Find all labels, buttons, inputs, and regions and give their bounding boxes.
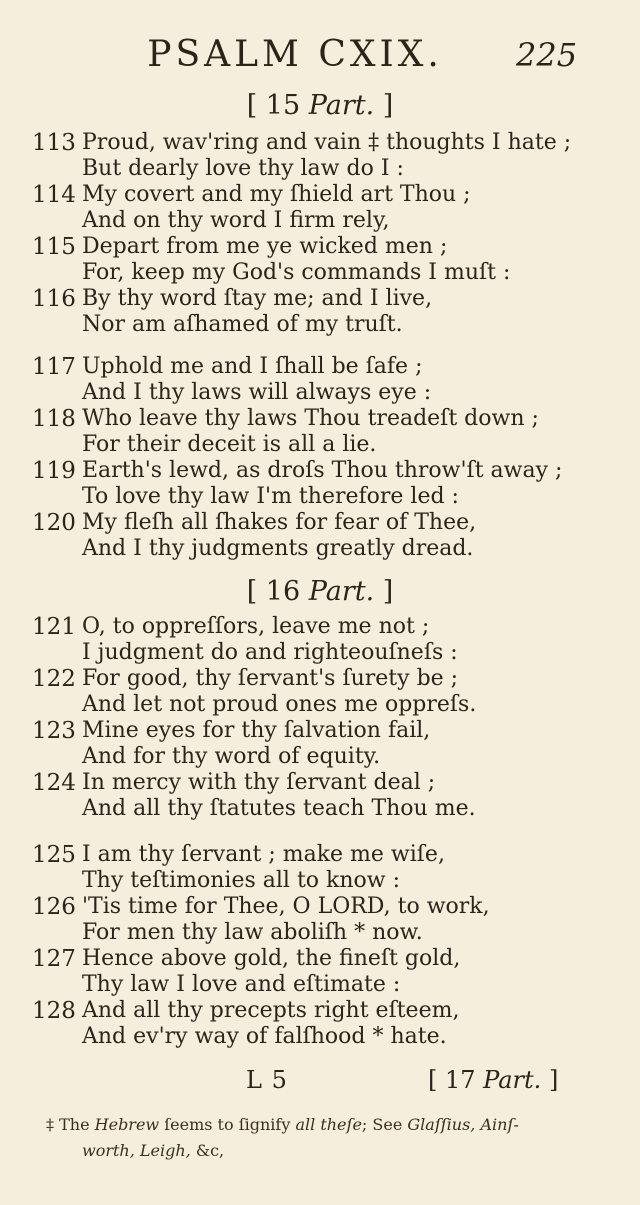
part-heading-close: ]: [382, 576, 394, 607]
verse-number: 127: [32, 946, 76, 972]
verse-line-2: And I thy laws will always eye :: [82, 380, 432, 405]
verse-119: [0, 458, 640, 510]
footnote-mark: ‡: [46, 1115, 54, 1134]
verse-line-2: Nor am aſhamed of my truſt.: [82, 312, 403, 337]
verse-number: 123: [32, 718, 76, 744]
verse-line-2: And on thy word I firm rely,: [82, 208, 390, 233]
catchword: [428, 1066, 558, 1094]
part-heading-16: [0, 576, 640, 607]
verse-number: 119: [32, 458, 76, 484]
verse-116: [0, 286, 640, 338]
verse-line-1: Who leave thy laws Thou treadeſt down ;: [82, 406, 539, 431]
verse-line-2: But dearly love thy law do I :: [82, 156, 404, 181]
stanza-4: [0, 842, 640, 1050]
page-number: 225: [516, 36, 578, 74]
footnote-italic-text: Glaſſius, Ainſ-: [407, 1115, 519, 1134]
verse-line-1: And all thy precepts right eſteem,: [82, 998, 460, 1023]
verse-number: 128: [32, 998, 76, 1024]
verse-121: [0, 614, 640, 666]
verse-line-1: 'Tis time for Thee, O LORD, to work,: [82, 894, 490, 919]
verse-line-1: For good, thy ſervant's ſurety be ;: [82, 666, 459, 691]
verse-line-1: I am thy ſervant ; make me wiſe,: [82, 842, 445, 867]
verse-number: 120: [32, 510, 76, 536]
part-heading-label: Part.: [308, 90, 375, 121]
page-title: PSALM CXIX.: [147, 34, 443, 75]
footnote-line-2: [46, 1138, 606, 1164]
verse-line-1: Earth's lewd, as droſs Thou throw'ſt away ;: [82, 458, 563, 483]
verse-line-2: For men thy law aboliſh * now.: [82, 920, 423, 945]
footnote-italic-text: all theſe: [295, 1115, 362, 1134]
catchword-open: [ 17: [428, 1066, 476, 1094]
verse-line-2: And for thy word of equity.: [82, 744, 381, 769]
verse-line-1: My covert and my ſhield art Thou ;: [82, 182, 471, 207]
verse-line-2: And let not proud ones me oppreſs.: [82, 692, 477, 717]
part-heading-close: ]: [382, 90, 394, 121]
verse-number: 116: [32, 286, 76, 312]
footnote-italic-text: worth, Leigh,: [82, 1141, 191, 1160]
verse-number: 114: [32, 182, 76, 208]
footnote-italic-text: Hebrew: [94, 1115, 160, 1134]
verse-number: 124: [32, 770, 76, 796]
part-heading-open: [ 16: [246, 576, 301, 607]
verse-number: 117: [32, 354, 76, 380]
verse-126: [0, 894, 640, 946]
part-heading-15: [0, 90, 640, 121]
verse-line-2: For, keep my God's commands I muſt :: [82, 260, 511, 285]
verse-125: [0, 842, 640, 894]
verse-number: 122: [32, 666, 76, 692]
catchword-label: Part.: [483, 1066, 542, 1094]
verse-line-1: My fleſh all ſhakes for fear of Thee,: [82, 510, 477, 535]
verse-113: [0, 130, 640, 182]
verse-line-1: Uphold me and I ſhall be ſafe ;: [82, 354, 423, 379]
verse-line-2: And all thy ſtatutes teach Thou me.: [82, 796, 476, 821]
verse-line-1: Mine eyes for thy ſalvation fail,: [82, 718, 431, 743]
verse-line-1: In mercy with thy ſervant deal ;: [82, 770, 436, 795]
verse-line-2: And ev'ry way of falſhood * hate.: [82, 1024, 447, 1049]
verse-114: [0, 182, 640, 234]
verse-line-1: O, to oppreſſors, leave me not ;: [82, 614, 430, 639]
verse-line-2: Thy law I love and eſtimate :: [82, 972, 401, 997]
stanza-1: [0, 130, 640, 338]
verse-number: 125: [32, 842, 76, 868]
verse-number: 126: [32, 894, 76, 920]
part-heading-open: [ 15: [246, 90, 301, 121]
verse-line-1: Depart from me ye wicked men ;: [82, 234, 448, 259]
footnote: [46, 1112, 606, 1164]
verse-123: [0, 718, 640, 770]
signature-mark: L 5: [246, 1066, 288, 1094]
verse-line-2: To love thy law I'm therefore led :: [82, 484, 459, 509]
catchword-close: ]: [548, 1066, 559, 1094]
verse-124: [0, 770, 640, 822]
stanza-3: [0, 614, 640, 822]
verse-115: [0, 234, 640, 286]
verse-122: [0, 666, 640, 718]
verse-line-1: Hence above gold, the fineſt gold,: [82, 946, 461, 971]
verse-line-2: For their deceit is all a lie.: [82, 432, 377, 457]
footnote-text: ; See: [361, 1115, 403, 1134]
verse-line-1: Proud, wav'ring and vain ‡ thoughts I hate ;: [82, 130, 572, 155]
verse-128: [0, 998, 640, 1050]
verse-line-2: And I thy judgments greatly dread.: [82, 536, 474, 561]
part-heading-label: Part.: [308, 576, 375, 607]
verse-number: 118: [32, 406, 76, 432]
verse-number: 121: [32, 614, 76, 640]
footnote-text: ſeems to ſignify: [164, 1115, 291, 1134]
verse-118: [0, 406, 640, 458]
verse-line-1: By thy word ſtay me; and I live,: [82, 286, 433, 311]
verse-line-2: Thy teſtimonies all to know :: [82, 868, 401, 893]
footnote-text: &c,: [195, 1141, 225, 1160]
footnote-text: The: [59, 1115, 90, 1134]
verse-number: 113: [32, 130, 76, 156]
verse-line-2: I judgment do and righteouſneſs :: [82, 640, 458, 665]
verse-number: 115: [32, 234, 76, 260]
verse-120: [0, 510, 640, 562]
verse-127: [0, 946, 640, 998]
verse-117: [0, 354, 640, 406]
stanza-2: [0, 354, 640, 562]
